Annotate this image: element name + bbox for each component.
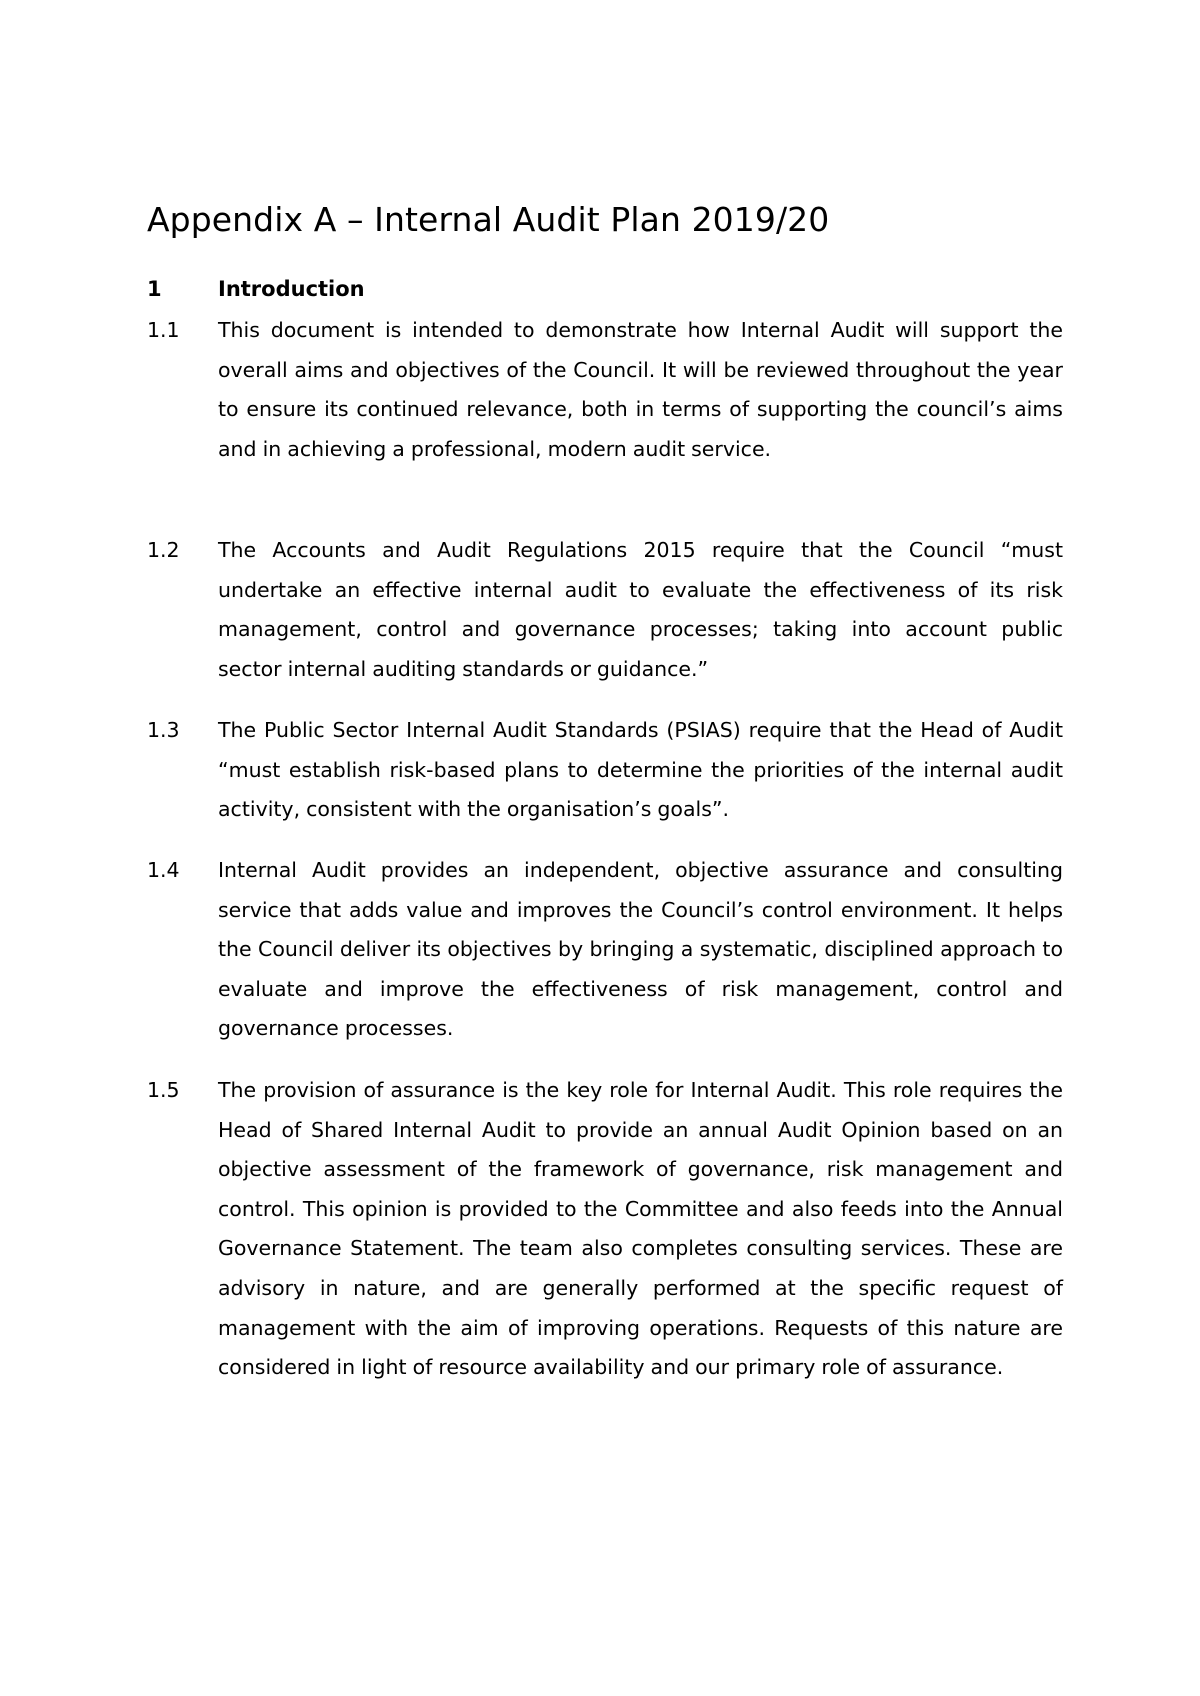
paragraph-text: The Accounts and Audit Regulations 2015 require that the Council “must undertake an effective internal audit to evaluate the effectiveness of its risk management, control and governance processes; taking into account public sector internal auditing standards or guidance.” — [218, 538, 1063, 681]
paragraph-number: 1.4 — [147, 858, 180, 882]
paragraph-number: 1.5 — [147, 1078, 180, 1102]
paragraph-number: 1.3 — [147, 718, 180, 742]
paragraph-text: Internal Audit provides an independent, objective assurance and consulting service that adds value and improves the Council’s control environment. It helps the Council deliver its objectives by bringing a systematic, disciplined approach to evaluate and improve the effectiveness of risk management, control and governance processes. — [218, 858, 1063, 1041]
paragraph-number: 1.1 — [147, 318, 180, 342]
section-title: Introduction — [218, 277, 365, 301]
paragraph-number: 1.2 — [147, 538, 180, 562]
section-number: 1 — [147, 277, 162, 301]
paragraph-text: This document is intended to demonstrate how Internal Audit will support the overall aims and objectives of the Council. It will be reviewed throughout the year to ensure its continued relevance, both in terms of supporting the council’s aims and in achieving a professional, modern audit service. — [218, 318, 1063, 461]
paragraph-text: The Public Sector Internal Audit Standards (PSIAS) require that the Head of Audit “must establish risk-based plans to determine the priorities of the internal audit activity, consistent with the organisation’s goals”. — [218, 718, 1063, 822]
page-title: Appendix A – Internal Audit Plan 2019/20 — [147, 200, 830, 239]
paragraph-text: The provision of assurance is the key role for Internal Audit. This role requires the Head of Shared Internal Audit to provide an annual Audit Opinion based on an objective assessment of the framework of governance, risk management and control. This opinion is provided to the Committee and also feeds into the Annual Governance Statement. The team also completes consulting services. These are advisory in nature, and are generally performed at the specific request of management with the aim of improving operations. Requests of this nature are considered in light of resource availability and our primary role of assurance. — [218, 1078, 1063, 1380]
